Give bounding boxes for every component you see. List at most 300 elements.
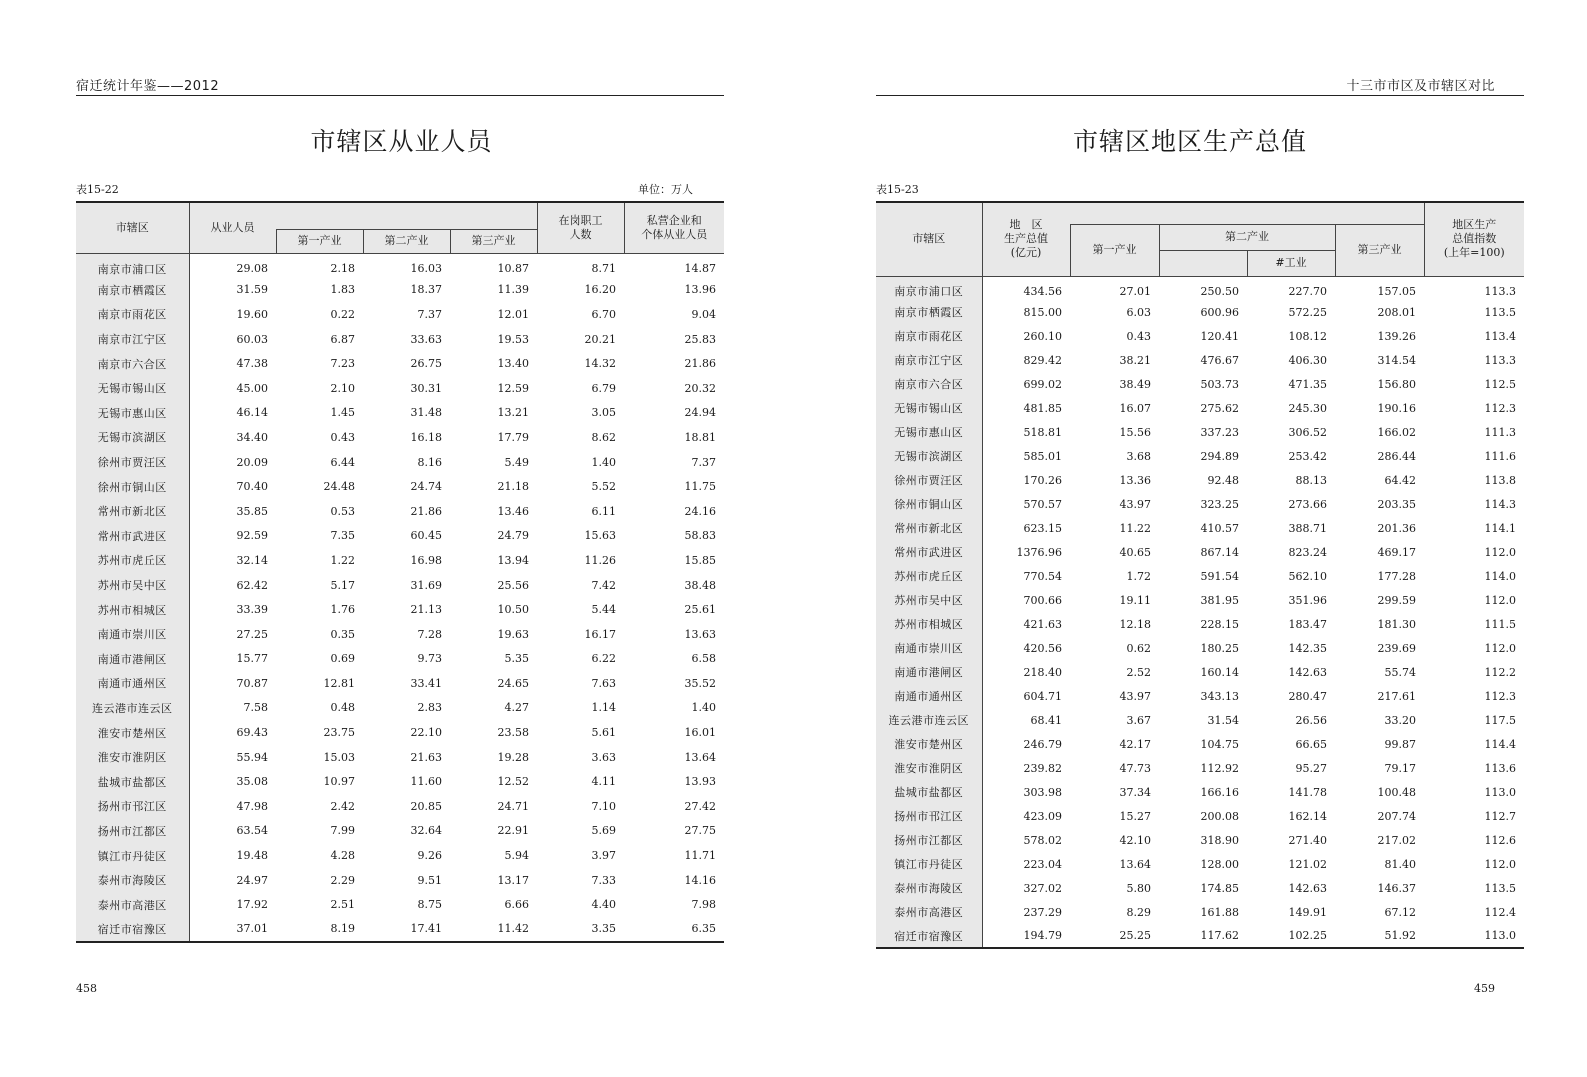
value-cell: 7.10 (591, 799, 616, 813)
table-row (76, 548, 724, 573)
value-cell: 42.17 (1119, 737, 1151, 751)
value-cell: 239.82 (1023, 761, 1062, 775)
table-row (76, 376, 724, 401)
value-cell: 600.96 (1200, 305, 1239, 319)
running-head: 宿迁统计年鉴——2012 (76, 79, 220, 94)
value-cell: 13.63 (684, 627, 716, 641)
value-cell: 200.08 (1200, 809, 1239, 823)
value-cell: 142.35 (1288, 641, 1327, 655)
gdp-table (876, 201, 1524, 949)
value-cell: 162.14 (1288, 809, 1327, 823)
table-row (76, 647, 724, 672)
value-cell: 294.89 (1200, 449, 1239, 463)
value-cell: 18.81 (684, 430, 716, 444)
value-cell: 24.79 (497, 529, 529, 543)
value-cell: 20.09 (236, 455, 268, 469)
district-name: 泰州市高港区 (876, 900, 982, 924)
district-name: 扬州市江都区 (76, 819, 189, 844)
value-cell: 6.79 (591, 381, 616, 395)
value-cell: 177.28 (1377, 569, 1416, 583)
district-name: 常州市武进区 (876, 540, 982, 564)
table-row (76, 524, 724, 549)
value-cell: 24.48 (323, 480, 355, 494)
table-row (876, 852, 1524, 876)
district-name: 南通市港闸区 (76, 647, 189, 672)
table-row (76, 745, 724, 770)
value-cell: 92.48 (1207, 473, 1239, 487)
value-cell: 337.23 (1200, 425, 1239, 439)
value-cell: 139.26 (1377, 329, 1416, 343)
value-cell: 174.85 (1200, 881, 1239, 895)
value-cell: 3.05 (591, 406, 616, 420)
value-cell: 51.92 (1384, 929, 1416, 942)
value-cell: 237.29 (1023, 905, 1062, 919)
table-number: 表15-23 (876, 183, 919, 196)
value-cell: 421.63 (1023, 617, 1062, 631)
header-secondary: 第二产业 (363, 229, 450, 253)
header-employed: 从业人员 (189, 202, 276, 253)
district-name: 南京市栖霞区 (876, 300, 982, 324)
value-cell: 13.17 (497, 873, 529, 887)
district-name: 南通市港闸区 (876, 660, 982, 684)
value-cell: 476.67 (1200, 353, 1239, 367)
district-name: 南通市通州区 (876, 684, 982, 708)
value-cell: 0.43 (1126, 329, 1151, 343)
value-cell: 245.30 (1288, 401, 1327, 415)
value-cell: 1.40 (691, 701, 716, 715)
value-cell: 15.85 (684, 553, 716, 567)
district-name: 无锡市滨湖区 (76, 425, 189, 450)
value-cell: 10.87 (497, 262, 529, 276)
value-cell: 60.03 (236, 332, 268, 346)
table-row (876, 300, 1524, 324)
value-cell: 95.27 (1295, 761, 1327, 775)
value-cell: 25.56 (497, 578, 529, 592)
table-row (876, 732, 1524, 756)
value-cell: 9.26 (417, 849, 442, 863)
value-cell: 112.6 (1484, 833, 1516, 847)
value-cell: 25.83 (684, 332, 716, 346)
value-cell: 19.11 (1119, 593, 1151, 607)
value-cell: 406.30 (1288, 353, 1327, 367)
table-row (876, 900, 1524, 924)
value-cell: 434.56 (1023, 284, 1062, 298)
value-cell: 318.90 (1200, 833, 1239, 847)
value-cell: 5.61 (591, 726, 616, 740)
table-row (76, 671, 724, 696)
value-cell: 21.86 (410, 504, 442, 518)
value-cell: 114.0 (1484, 569, 1516, 583)
value-cell: 227.70 (1288, 284, 1327, 298)
value-cell: 8.29 (1126, 905, 1151, 919)
district-name: 泰州市海陵区 (76, 868, 189, 893)
value-cell: 33.41 (410, 676, 442, 690)
value-cell: 113.0 (1484, 785, 1516, 799)
value-cell: 64.42 (1384, 473, 1416, 487)
value-cell: 8.16 (417, 455, 442, 469)
table-row (876, 780, 1524, 804)
value-cell: 9.04 (691, 307, 716, 321)
table-row (76, 499, 724, 524)
header-district: 市辖区 (876, 202, 982, 276)
employment-table (76, 201, 724, 943)
value-cell: 623.15 (1023, 521, 1062, 535)
district-name: 淮安市淮阴区 (876, 756, 982, 780)
value-cell: 40.65 (1119, 545, 1151, 559)
header-secondary: 第二产业 (1159, 224, 1335, 250)
value-cell: 24.16 (684, 504, 716, 518)
value-cell: 146.37 (1377, 881, 1416, 895)
value-cell: 81.40 (1384, 857, 1416, 871)
value-cell: 32.14 (236, 553, 268, 567)
value-cell: 381.95 (1200, 593, 1239, 607)
table-row (76, 450, 724, 475)
table-row (876, 372, 1524, 396)
value-cell: 24.71 (497, 799, 529, 813)
table-row (876, 756, 1524, 780)
page-number: 458 (76, 982, 97, 995)
table-row (76, 819, 724, 844)
district-name: 南京市江宁区 (76, 327, 189, 352)
district-name: 连云港市连云区 (76, 696, 189, 721)
value-cell: 7.37 (691, 455, 716, 469)
value-cell: 156.80 (1377, 377, 1416, 391)
value-cell: 114.4 (1484, 737, 1516, 751)
value-cell: 15.03 (323, 750, 355, 764)
value-cell: 7.23 (330, 357, 355, 371)
table-body (76, 253, 724, 942)
value-cell: 35.08 (236, 775, 268, 789)
district-name: 常州市新北区 (876, 516, 982, 540)
header-on-post: 在岗职工 人数 (537, 202, 624, 253)
value-cell: 66.65 (1295, 737, 1327, 751)
value-cell: 8.75 (417, 898, 442, 912)
value-cell: 11.22 (1119, 521, 1151, 535)
value-cell: 27.01 (1119, 284, 1151, 298)
value-cell: 0.53 (330, 504, 355, 518)
value-cell: 208.01 (1377, 305, 1416, 319)
value-cell: 562.10 (1288, 569, 1327, 583)
value-cell: 0.43 (330, 430, 355, 444)
value-cell: 113.0 (1484, 929, 1516, 942)
table-row (876, 492, 1524, 516)
table-row (76, 401, 724, 426)
district-name: 淮安市楚州区 (76, 720, 189, 745)
table-row (876, 612, 1524, 636)
value-cell: 46.14 (236, 406, 268, 420)
table-row (876, 348, 1524, 372)
value-cell: 13.93 (684, 775, 716, 789)
value-cell: 0.48 (330, 701, 355, 715)
value-cell: 9.73 (417, 652, 442, 666)
value-cell: 2.18 (330, 262, 355, 276)
header-industry-group (276, 202, 537, 229)
value-cell: 29.08 (236, 262, 268, 276)
value-cell: 223.04 (1023, 857, 1062, 871)
value-cell: 3.97 (591, 849, 616, 863)
district-name: 南京市六合区 (76, 351, 189, 376)
value-cell: 0.22 (330, 307, 355, 321)
value-cell: 102.25 (1288, 929, 1327, 942)
value-cell: 13.64 (1119, 857, 1151, 871)
table-row (76, 302, 724, 327)
value-cell: 7.28 (417, 627, 442, 641)
value-cell: 5.94 (504, 849, 529, 863)
value-cell: 2.42 (330, 799, 355, 813)
value-cell: 2.51 (330, 898, 355, 912)
value-cell: 11.39 (497, 283, 529, 297)
value-cell: 25.61 (684, 603, 716, 617)
table-row (876, 588, 1524, 612)
value-cell: 170.26 (1023, 473, 1062, 487)
district-name: 南京市六合区 (876, 372, 982, 396)
table-row (876, 876, 1524, 900)
value-cell: 585.01 (1023, 449, 1062, 463)
value-cell: 4.28 (330, 849, 355, 863)
value-cell: 180.25 (1200, 641, 1239, 655)
value-cell: 471.35 (1288, 377, 1327, 391)
value-cell: 22.10 (410, 726, 442, 740)
value-cell: 117.5 (1484, 713, 1516, 727)
value-cell: 343.13 (1200, 689, 1239, 703)
value-cell: 17.41 (410, 922, 442, 936)
value-cell: 14.87 (684, 262, 716, 276)
value-cell: 323.25 (1200, 497, 1239, 511)
value-cell: 112.2 (1484, 665, 1516, 679)
value-cell: 271.40 (1288, 833, 1327, 847)
header-secondary-blank (1159, 250, 1247, 276)
header-index: 地区生产 总值指数 (上年=100) (1424, 202, 1524, 276)
value-cell: 24.65 (497, 676, 529, 690)
value-cell: 578.02 (1023, 833, 1062, 847)
value-cell: 815.00 (1023, 305, 1062, 319)
district-name: 南京市栖霞区 (76, 278, 189, 303)
value-cell: 572.25 (1288, 305, 1327, 319)
district-name: 盐城市盐都区 (76, 769, 189, 794)
value-cell: 12.81 (323, 676, 355, 690)
value-cell: 23.75 (323, 726, 355, 740)
district-name: 南京市雨花区 (876, 324, 982, 348)
value-cell: 6.22 (591, 652, 616, 666)
value-cell: 58.83 (684, 529, 716, 543)
value-cell: 19.63 (497, 627, 529, 641)
value-cell: 6.70 (591, 307, 616, 321)
value-cell: 27.75 (684, 824, 716, 838)
value-cell: 26.75 (410, 357, 442, 371)
value-cell: 21.13 (410, 603, 442, 617)
district-name: 泰州市高港区 (76, 892, 189, 917)
value-cell: 314.54 (1377, 353, 1416, 367)
value-cell: 823.24 (1288, 545, 1327, 559)
table-row (876, 708, 1524, 732)
value-cell: 112.5 (1484, 377, 1516, 391)
district-name: 徐州市铜山区 (76, 474, 189, 499)
table-row (876, 924, 1524, 948)
value-cell: 157.05 (1377, 284, 1416, 298)
value-cell: 70.87 (236, 676, 268, 690)
value-cell: 24.97 (236, 873, 268, 887)
value-cell: 26.56 (1295, 713, 1327, 727)
value-cell: 88.13 (1295, 473, 1327, 487)
value-cell: 108.12 (1288, 329, 1327, 343)
header-rule (876, 95, 1524, 96)
header-rule (76, 95, 724, 96)
value-cell: 7.35 (330, 529, 355, 543)
district-name: 无锡市惠山区 (76, 401, 189, 426)
value-cell: 161.88 (1200, 905, 1239, 919)
value-cell: 22.91 (497, 824, 529, 838)
value-cell: 112.4 (1484, 905, 1516, 919)
value-cell: 1.45 (330, 406, 355, 420)
value-cell: 79.17 (1384, 761, 1416, 775)
value-cell: 20.21 (584, 332, 616, 346)
value-cell: 69.43 (236, 726, 268, 740)
table-row (876, 684, 1524, 708)
table-row (76, 917, 724, 942)
table-row (76, 474, 724, 499)
value-cell: 13.96 (684, 283, 716, 297)
table-row (76, 794, 724, 819)
value-cell: 13.21 (497, 406, 529, 420)
value-cell: 141.78 (1288, 785, 1327, 799)
value-cell: 34.40 (236, 430, 268, 444)
table-row (76, 597, 724, 622)
value-cell: 388.71 (1288, 521, 1327, 535)
value-cell: 114.3 (1484, 497, 1516, 511)
value-cell: 303.98 (1023, 785, 1062, 799)
value-cell: 6.44 (330, 455, 355, 469)
value-cell: 112.0 (1484, 857, 1516, 871)
value-cell: 92.59 (236, 529, 268, 543)
value-cell: 31.48 (410, 406, 442, 420)
value-cell: 13.40 (497, 357, 529, 371)
value-cell: 700.66 (1023, 593, 1062, 607)
district-name: 常州市武进区 (76, 524, 189, 549)
value-cell: 420.56 (1023, 641, 1062, 655)
value-cell: 0.62 (1126, 641, 1151, 655)
value-cell: 67.12 (1384, 905, 1416, 919)
value-cell: 770.54 (1023, 569, 1062, 583)
value-cell: 24.94 (684, 406, 716, 420)
value-cell: 410.57 (1200, 521, 1239, 535)
value-cell: 11.60 (410, 775, 442, 789)
value-cell: 5.49 (504, 455, 529, 469)
district-name: 扬州市邗江区 (876, 804, 982, 828)
table-row (876, 516, 1524, 540)
table-row (876, 804, 1524, 828)
table-row (76, 573, 724, 598)
value-cell: 112.3 (1484, 401, 1516, 415)
value-cell: 1.72 (1126, 569, 1151, 583)
value-cell: 16.01 (684, 726, 716, 740)
district-name: 无锡市锡山区 (76, 376, 189, 401)
header-district: 市辖区 (76, 202, 189, 253)
unit-label: 单位：万人 (638, 183, 693, 196)
value-cell: 15.56 (1119, 425, 1151, 439)
value-cell: 6.35 (691, 922, 716, 936)
value-cell: 11.71 (684, 849, 716, 863)
value-cell: 280.47 (1288, 689, 1327, 703)
value-cell: 31.54 (1207, 713, 1239, 727)
value-cell: 99.87 (1384, 737, 1416, 751)
value-cell: 111.3 (1484, 425, 1516, 439)
value-cell: 5.52 (591, 480, 616, 494)
value-cell: 21.63 (410, 750, 442, 764)
value-cell: 14.32 (584, 357, 616, 371)
value-cell: 21.86 (684, 357, 716, 371)
table-row (876, 660, 1524, 684)
value-cell: 8.71 (591, 262, 616, 276)
value-cell: 19.60 (236, 307, 268, 321)
value-cell: 31.69 (410, 578, 442, 592)
table-row (876, 420, 1524, 444)
value-cell: 13.94 (497, 553, 529, 567)
value-cell: 20.85 (410, 799, 442, 813)
district-name: 无锡市锡山区 (876, 396, 982, 420)
table-row (76, 892, 724, 917)
value-cell: 12.52 (497, 775, 529, 789)
value-cell: 38.49 (1119, 377, 1151, 391)
value-cell: 16.17 (584, 627, 616, 641)
value-cell: 604.71 (1023, 689, 1062, 703)
value-cell: 8.62 (591, 430, 616, 444)
district-name: 淮安市淮阴区 (76, 745, 189, 770)
value-cell: 113.3 (1484, 353, 1516, 367)
value-cell: 55.74 (1384, 665, 1416, 679)
value-cell: 11.42 (497, 922, 529, 936)
value-cell: 70.40 (236, 480, 268, 494)
value-cell: 63.54 (236, 824, 268, 838)
district-name: 苏州市虎丘区 (76, 548, 189, 573)
table-row (76, 253, 724, 278)
value-cell: 246.79 (1023, 737, 1062, 751)
value-cell: 117.62 (1200, 929, 1239, 942)
table-row (876, 468, 1524, 492)
value-cell: 7.33 (591, 873, 616, 887)
value-cell: 2.10 (330, 381, 355, 395)
value-cell: 113.6 (1484, 761, 1516, 775)
value-cell: 19.53 (497, 332, 529, 346)
value-cell: 6.58 (691, 652, 716, 666)
value-cell: 699.02 (1023, 377, 1062, 391)
right-page (793, 0, 1587, 1077)
value-cell: 12.18 (1119, 617, 1151, 631)
value-cell: 286.44 (1377, 449, 1416, 463)
value-cell: 7.63 (591, 676, 616, 690)
value-cell: 68.41 (1030, 713, 1062, 727)
page-title: 市辖区地区生产总值 (1072, 127, 1307, 156)
value-cell: 10.50 (497, 603, 529, 617)
value-cell: 6.03 (1126, 305, 1151, 319)
district-name: 苏州市吴中区 (876, 588, 982, 612)
value-cell: 12.59 (497, 381, 529, 395)
table-row (876, 276, 1524, 300)
value-cell: 5.80 (1126, 881, 1151, 895)
value-cell: 18.37 (410, 283, 442, 297)
value-cell: 250.50 (1200, 284, 1239, 298)
value-cell: 273.66 (1288, 497, 1327, 511)
value-cell: 16.07 (1119, 401, 1151, 415)
value-cell: 253.42 (1288, 449, 1327, 463)
district-name: 盐城市盐都区 (876, 780, 982, 804)
value-cell: 112.0 (1484, 641, 1516, 655)
value-cell: 120.41 (1200, 329, 1239, 343)
value-cell: 4.27 (504, 701, 529, 715)
table-row (876, 564, 1524, 588)
value-cell: 5.17 (330, 578, 355, 592)
value-cell: 38.48 (684, 578, 716, 592)
value-cell: 47.98 (236, 799, 268, 813)
